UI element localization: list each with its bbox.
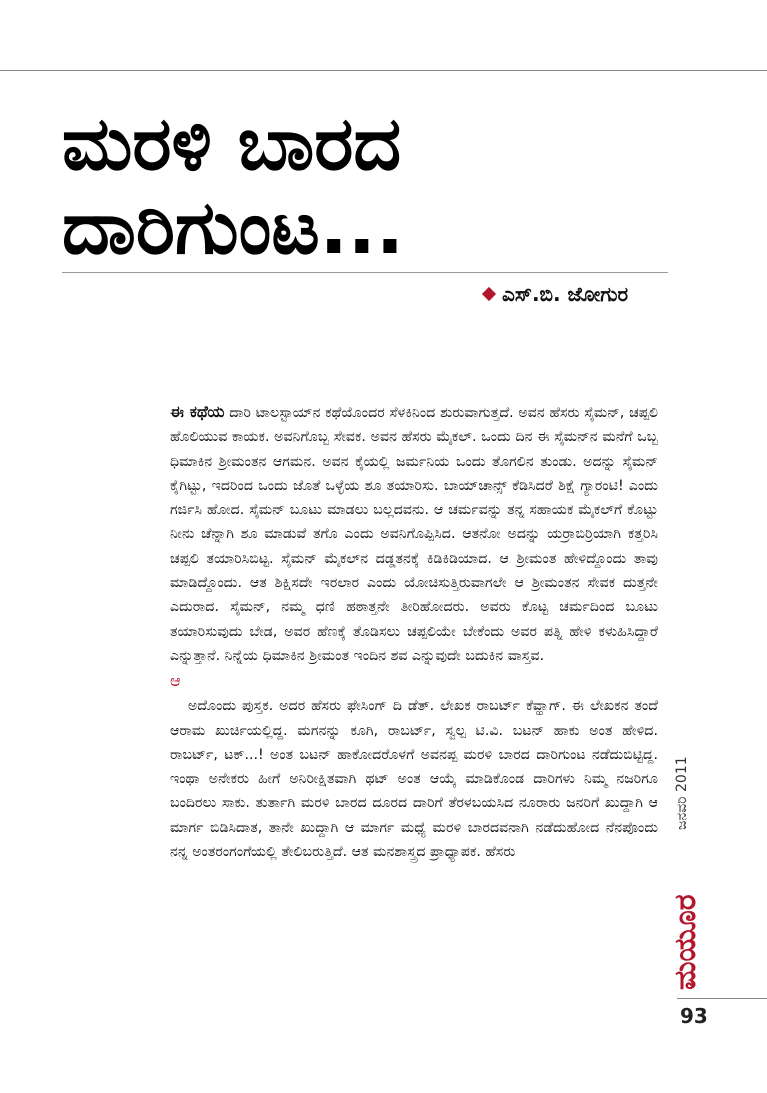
byline <box>484 282 628 306</box>
issue-date: ಜನವರಿ 2011 <box>674 756 690 830</box>
title-rule <box>62 272 668 273</box>
lead-word: ಈ ಕಥೆಯ <box>170 402 225 421</box>
article-body <box>170 400 658 864</box>
page-number: 93 <box>680 1004 708 1028</box>
diamond-bullet-icon <box>482 286 496 300</box>
author-name: ಎಸ್.ಬಿ. ಜೋಗುರ <box>502 282 629 306</box>
sidebar-rule <box>677 998 767 999</box>
paragraph-1-text: ದಾರಿ ಟಾಲಸ್ಟಾಯ್‌ನ ಕಥೆಯೊಂದರ ಸೆಳಕಿನಿಂದ ಶುರುವಾಗುತ್ತದೆ. ಅವನ ಹೆಸರು ಸೈಮನ್, ಚಪ್ಪಲಿ ಹೊಲಿಯುವ ಕಾಯಕ. ಅವನಿಗೊಬ್ಬ ಸೇವಕ. ಅವನ ಹೆಸರು ಮೈಕಲ್. ಒಂದು ದಿನ ಈ ಸೈಮನ್‌ನ ಮನೆಗೆ ಒಬ್ಬ ಧಿಮಾಕಿನ ಶ್ರೀಮಂತನ ಆಗಮನ. ಅವನ ಕೈಯಲ್ಲಿ ಜರ್ಮನಿಯ ಒಂದು ತೊಗಲಿನ ತುಂಡು. ಅದನ್ನು ಸೈಮನ್ ಕೈಗಿಟ್ಟು, ಇದರಿಂದ ಒಂದು ಜೊತೆ ಒಳ್ಳೆಯ ಶೂ ತಯಾರಿಸು. ಬಾಯ್‌ಚಾನ್ಸ್ ಕೆಡಿಸಿದರೆ ಶಿಕ್ಷೆ ಗ್ಯಾರಂಟಿ! ಎಂದು ಗರ್ಜಿಸಿ ಹೋದ. ಸೈಮನ್ ಬೂಟು ಮಾಡಲು ಬಲ್ಲದವನು. ಆ ಚರ್ಮವನ್ನು ತನ್ನ ಸಹಾಯಕ ಮೈಕಲ್‌ಗೆ ಕೊಟ್ಟು ನೀನು ಚೆನ್ನಾಗಿ ಶೂ ಮಾಡುವೆ ತಗೊ ಎಂದು ಅವನಿಗೊಪ್ಪಿಸಿದ. ಆತನೋ ಅದನ್ನು ಯರ್‍ರಾಬಿರ್ರಿಯಾಗಿ ಕತ್ತರಿಸಿ ಚಪ್ಪಲಿ ತಯಾರಿಸಿಬಿಟ್ಟ. ಸೈಮನ್ ಮೈಕಲ್‌ನ ದಡ್ಡತನಕ್ಕೆ ಕಿಡಿಕಿಡಿಯಾದ. ಆ ಶ್ರೀಮಂತ ಹೇಳಿದ್ದೊಂದು ತಾವು ಮಾಡಿದ್ದೊಂದು. ಆತ ಶಿಕ್ಷಿಸದೇ ಇರಲಾರ ಎಂದು ಯೋಚಿಸುತ್ತಿರುವಾಗಲೇ ಆ ಶ್ರೀಮಂತನ ಸೇವಕ ದುತ್ತನೇ ಎದುರಾದ. ಸೈಮನ್, ನಮ್ಮ ಧಣಿ ಹಠಾತ್ತನೇ ತೀರಿಹೋದರು. ಅವರು ಕೊಟ್ಟ ಚರ್ಮದಿಂದ ಬೂಟು ತಯಾರಿಸುವುದು ಬೇಡ, ಅವರ ಹೆಣಕ್ಕೆ ತೊಡಿಸಲು ಚಪ್ಪಲಿಯೇ ಬೇಕೆಂದು ಅವರ ಪತ್ನಿ ಹೇಳಿ ಕಳುಹಿಸಿದ್ದಾರೆ ಎನ್ನುತ್ತಾನೆ. ನಿನ್ನೆಯ ಧಿಮಾಕಿನ ಶ್ರೀಮಂತ ಇಂದಿನ ಶವ ಎನ್ನುವುದೇ ಬದುಕಿನ ವಾಸ್ತವ. <box>170 405 659 664</box>
section-separator-icon: ಆ <box>170 671 181 691</box>
article-title: ಮರಳಿ ಬಾರದ ದಾರಿಗುಂಟ... <box>62 101 405 271</box>
paragraph-2: ಅದೊಂದು ಪುಸ್ತಕ. ಅದರ ಹೆಸರು ಫೇಸಿಂಗ್ ದಿ ಡೆತ್. ಲೇಖಕ ರಾಬರ್ಟ್ ಕೆವ್ಹಾಗ್. ಈ ಲೇಖಕನ ತಂದೆ ಆರಾಮ ಖುರ್ಚಿಯಲ್ಲಿದ್ದ. ಮಗನನ್ನು ಕೂಗಿ, ರಾಬರ್ಟ್, ಸ್ವಲ್ಪ ಟಿ.ವಿ. ಬಟನ್ ಹಾಕು ಅಂತ ಹೇಳಿದ. ರಾಬರ್ಟ್, ಟಕ್...! ಅಂತ ಬಟನ್ ಹಾಕೋದರೊಳಗೆ ಅವನಪ್ಪ ಮರಳಿ ಬಾರದ ದಾರಿಗುಂಟ ನಡೆದುಬಿಟ್ಟಿದ್ದ. ಇಂಥಾ ಅನೇಕರು ಹೀಗೆ ಅನಿರೀಕ್ಷಿತವಾಗಿ ಥಟ್ ಅಂತ ಆಯ್ಕೆ ಮಾಡಿಕೊಂಡ ದಾರಿಗಳು ನಿಮ್ಮ ನಜರಿಗೂ ಬಂದಿರಲು ಸಾಕು. ತುರ್ತಾಗಿ ಮರಳಿ ಬಾರದ ದೂರದ ದಾರಿಗೆ ತೆರಳಬಯಸಿದ ನೂರಾರು ಜನರಿಗೆ ಖುದ್ದಾಗಿ ಆ ಮಾರ್ಗ ಬಿಡಿಸಿದಾತ, ತಾನೇ ಖುದ್ದಾಗಿ ಆ ಮಾರ್ಗ ಮಧ್ಯೆ ಮರಳಿ ಬಾರದವನಾಗಿ ನಡೆದುಹೋದ ನೆನಪೊಂದು ನನ್ನ ಅಂತರಂಗಂಗೆಯಲ್ಲಿ ತೇಲಿಬರುತ್ತಿದೆ. ಆತ ಮನಶಾಸ್ತ್ರದ ಪ್ರಾಧ್ಯಾಪಕ. ಹೆಸರು <box>170 698 658 861</box>
magazine-logo: ಮಯೂರ <box>668 894 703 990</box>
top-rule <box>0 70 767 71</box>
paragraph-1 <box>170 400 658 668</box>
